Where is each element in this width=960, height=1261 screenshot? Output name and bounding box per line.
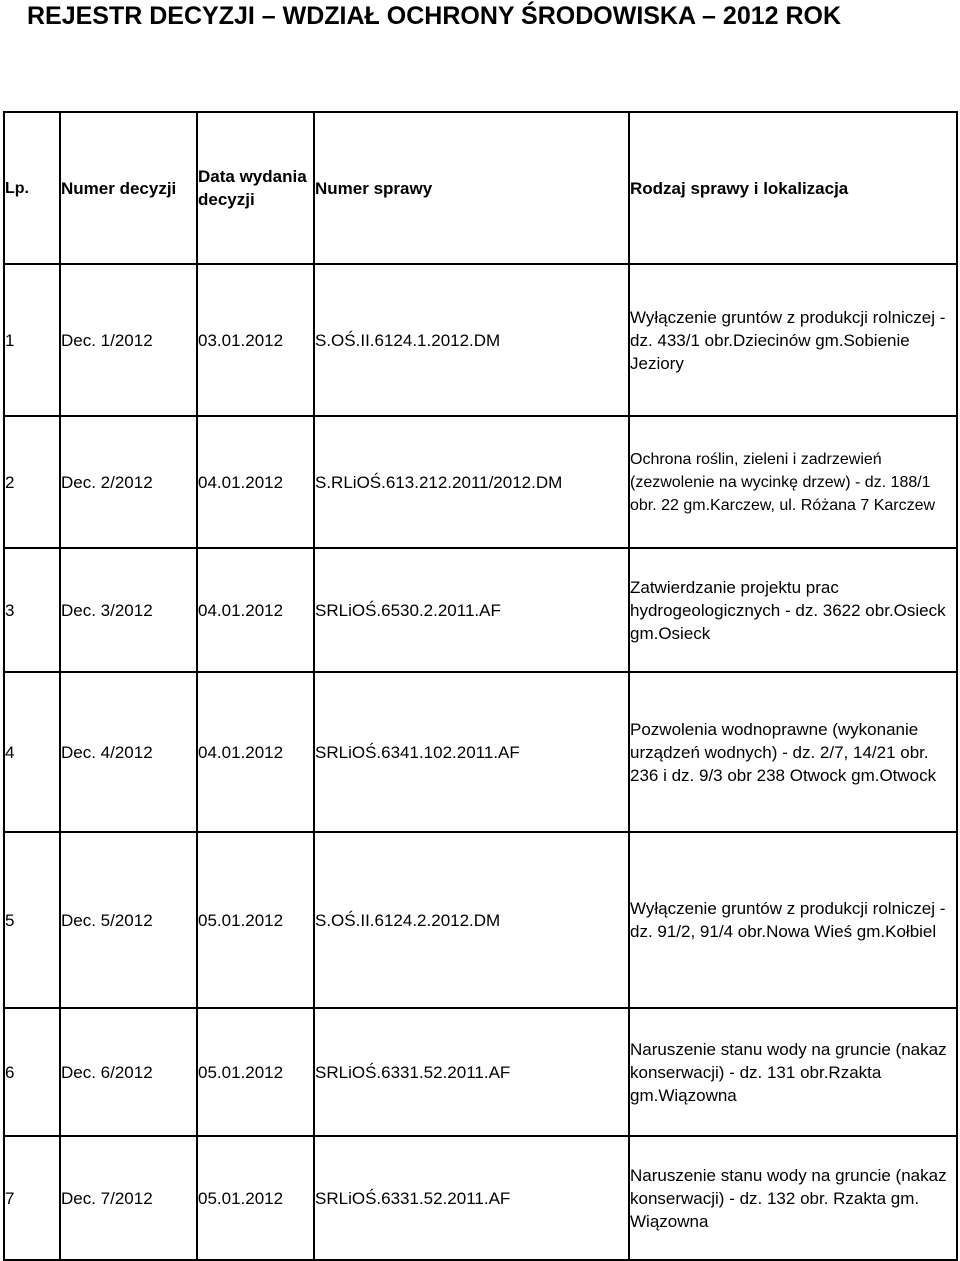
- cell-case-type-location: [629, 264, 957, 416]
- cell-case-number: S.OŚ.II.6124.2.2012.DM: [314, 832, 629, 1008]
- cell-lp: 1: [4, 264, 60, 416]
- cell-case-type-location: [629, 1136, 957, 1260]
- cell-case-type-location: [629, 548, 957, 672]
- cell-lp: 5: [4, 832, 60, 1008]
- header-case-number: Numer sprawy: [314, 112, 629, 264]
- cell-issue-date: 04.01.2012: [197, 548, 314, 672]
- cell-case-number: S.RLiOŚ.613.212.2011/2012.DM: [314, 416, 629, 548]
- cell-issue-date: 04.01.2012: [197, 672, 314, 832]
- case-type-text: Naruszenie stanu wody na gruncie (nakaz konserwacji) - dz. 131 obr.Rzakta gm.Wiązowna: [630, 1039, 947, 1105]
- table-row: [4, 264, 957, 416]
- header-case-type-location: Rodzaj sprawy i lokalizacja: [629, 112, 957, 264]
- cell-decision-number: Dec. 7/2012: [60, 1136, 197, 1260]
- case-type-text: Ochrona roślin, zieleni i zadrzewień (zezwolenie na wycinkę drzew) - dz. 188/1 obr. 22 gm.Karczew, ul. Różana 7 Karczew: [630, 450, 936, 514]
- table-header-row: [4, 112, 957, 264]
- cell-lp: 6: [4, 1008, 60, 1136]
- cell-lp: 7: [4, 1136, 60, 1260]
- table-row: [4, 416, 957, 548]
- table-row: [4, 832, 957, 1008]
- cell-case-type-location: [629, 832, 957, 1008]
- table-row: [4, 548, 957, 672]
- cell-case-type-location: [629, 416, 957, 548]
- cell-decision-number: Dec. 6/2012: [60, 1008, 197, 1136]
- cell-issue-date: 05.01.2012: [197, 832, 314, 1008]
- cell-decision-number: Dec. 4/2012: [60, 672, 197, 832]
- cell-decision-number: Dec. 3/2012: [60, 548, 197, 672]
- cell-case-number: SRLiOŚ.6331.52.2011.AF: [314, 1136, 629, 1260]
- cell-decision-number: Dec. 1/2012: [60, 264, 197, 416]
- decision-register-table: [3, 111, 958, 1261]
- header-decision-number: Numer decyzji: [60, 112, 197, 264]
- cell-decision-number: Dec. 2/2012: [60, 416, 197, 548]
- cell-lp: 3: [4, 548, 60, 672]
- cell-case-number: SRLiOŚ.6341.102.2011.AF: [314, 672, 629, 832]
- cell-lp: 2: [4, 416, 60, 548]
- cell-case-type-location: [629, 1008, 957, 1136]
- table-row: [4, 1136, 957, 1260]
- header-lp: Lp.: [4, 112, 60, 264]
- cell-case-number: SRLiOŚ.6530.2.2011.AF: [314, 548, 629, 672]
- cell-decision-number: Dec. 5/2012: [60, 832, 197, 1008]
- cell-case-type-location: [629, 672, 957, 832]
- case-type-text: Wyłączenie gruntów z produkcji rolniczej - dz. 91/2, 91/4 obr.Nowa Wieś gm.Kołbiel: [630, 899, 946, 941]
- table-row: [4, 1008, 957, 1136]
- case-type-text: Pozwolenia wodnoprawne (wykonanie urządzeń wodnych) - dz. 2/7, 14/21 obr. 236 i dz. 9/3 obr 238 Otwock gm.Otwock: [630, 719, 937, 785]
- cell-issue-date: 04.01.2012: [197, 416, 314, 548]
- header-issue-date: Data wydania decyzji: [197, 112, 314, 264]
- cell-issue-date: 05.01.2012: [197, 1136, 314, 1260]
- cell-case-number: S.OŚ.II.6124.1.2012.DM: [314, 264, 629, 416]
- case-type-text: Naruszenie stanu wody na gruncie (nakaz konserwacji) - dz. 132 obr. Rzakta gm. Wiązowna: [630, 1165, 947, 1231]
- cell-case-number: SRLiOŚ.6331.52.2011.AF: [314, 1008, 629, 1136]
- cell-lp: 4: [4, 672, 60, 832]
- cell-issue-date: 03.01.2012: [197, 264, 314, 416]
- cell-issue-date: 05.01.2012: [197, 1008, 314, 1136]
- page-title: REJESTR DECYZJI – WDZIAŁ OCHRONY ŚRODOWISKA – 2012 ROK: [27, 2, 842, 30]
- table-row: [4, 672, 957, 832]
- case-type-text: Wyłączenie gruntów z produkcji rolniczej - dz. 433/1 obr.Dziecinów gm.Sobienie Jeziory: [630, 307, 946, 373]
- case-type-text: Zatwierdzanie projektu prac hydrogeologicznych - dz. 3622 obr.Osieck gm.Osieck: [630, 577, 946, 643]
